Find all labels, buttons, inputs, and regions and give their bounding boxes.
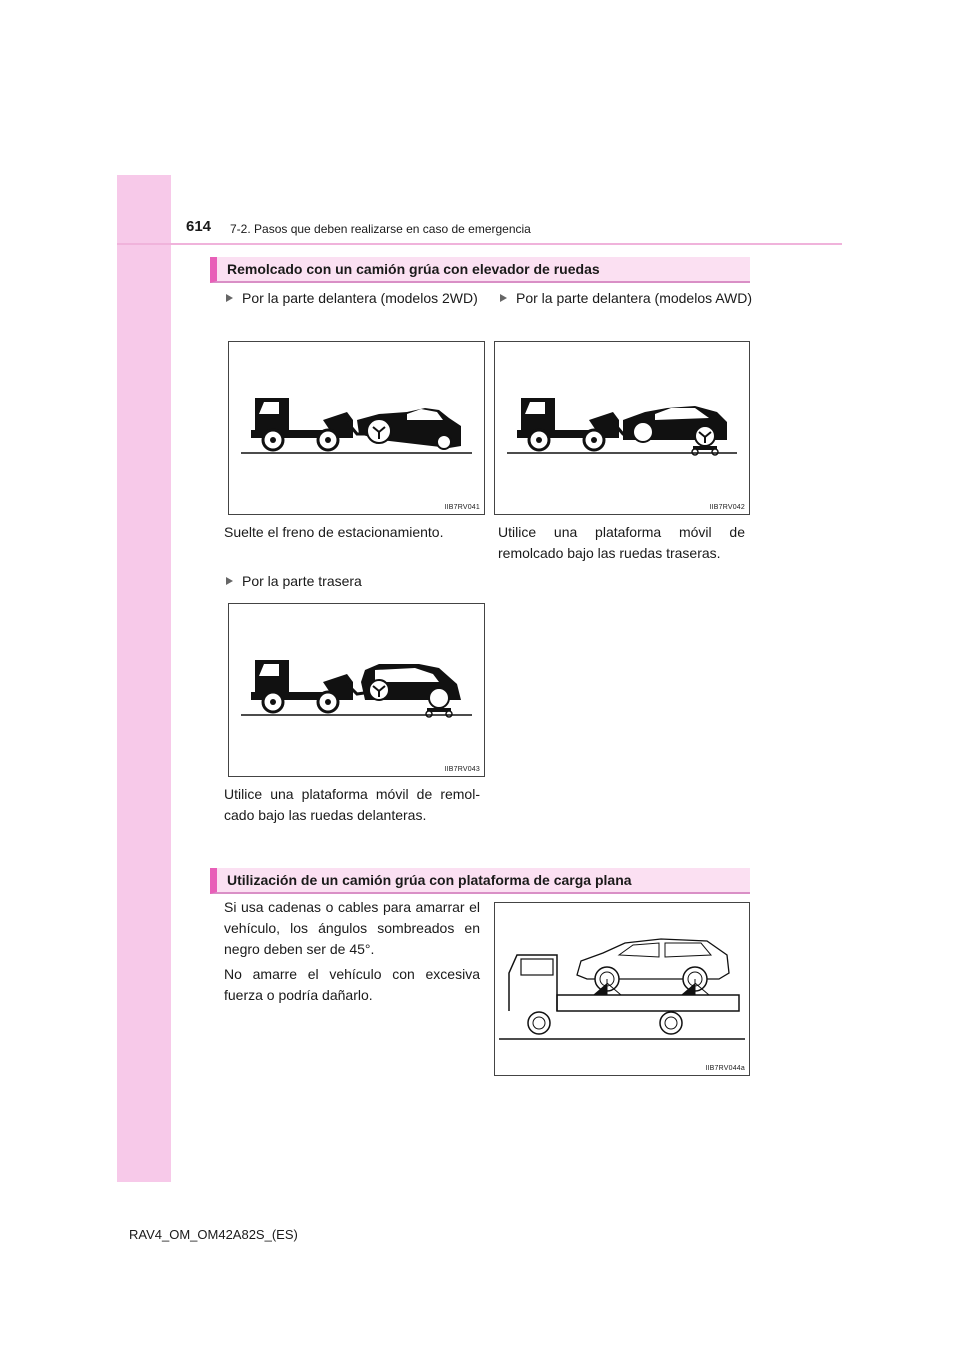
figure-code: IIB7RV042	[709, 504, 745, 511]
caption-rear: Utilice una plataforma móvil de remol-cado bajo las ruedas delanteras.	[224, 786, 480, 823]
bullet-front-2wd	[224, 288, 498, 309]
bullet-rear	[224, 571, 498, 592]
caption-front-awd: Utilice una plataforma móvil de remolcado bajo las ruedas traseras.	[498, 524, 745, 561]
flatbed-paragraph-2: No amarre el vehículo con excesiva fuerza o podría dañarlo.	[224, 966, 480, 1003]
caption-front-2wd: Suelte el freno de estacionamiento.	[224, 524, 444, 540]
bullet-text: Por la parte delantera (modelos AWD)	[516, 290, 753, 306]
tow-truck-front-awd-illustration	[495, 342, 749, 514]
document-code: RAV4_OM_OM42A82S_(ES)	[129, 1227, 298, 1242]
section-heading-wheel-lift: Remolcado con un camión grúa con elevador de ruedas	[210, 257, 750, 283]
figure-code: IIB7RV044a	[705, 1065, 745, 1072]
flatbed-truck-illustration	[495, 903, 749, 1075]
flatbed-paragraph-1: Si usa cadenas o cables para amarrar el vehículo, los ángulos sombreados en negro deben ser de 45°.	[224, 899, 480, 957]
figure-flatbed	[494, 902, 750, 1076]
section-heading-flatbed: Utilización de un camión grúa con plataforma de carga plana	[210, 868, 750, 894]
figure-front-2wd	[228, 341, 485, 515]
tow-truck-front-2wd-illustration	[229, 342, 484, 514]
bullet-triangle-icon	[500, 294, 507, 302]
bullet-triangle-icon	[226, 577, 233, 585]
bullet-text: Por la parte trasera	[242, 573, 362, 589]
figure-code: IIB7RV041	[444, 504, 480, 511]
bullet-front-awd	[498, 288, 763, 309]
figure-front-awd	[494, 341, 750, 515]
header-rule	[117, 243, 842, 245]
chapter-title: 7-2. Pasos que deben realizarse en caso de emergencia	[230, 222, 531, 236]
bullet-text: Por la parte delantera (modelos 2WD)	[242, 290, 478, 306]
figure-code: IIB7RV043	[444, 766, 480, 773]
figure-rear	[228, 603, 485, 777]
bullet-triangle-icon	[226, 294, 233, 302]
side-tab-bar	[117, 175, 171, 1182]
page-number: 614	[186, 218, 212, 235]
tow-truck-rear-illustration	[229, 604, 484, 776]
